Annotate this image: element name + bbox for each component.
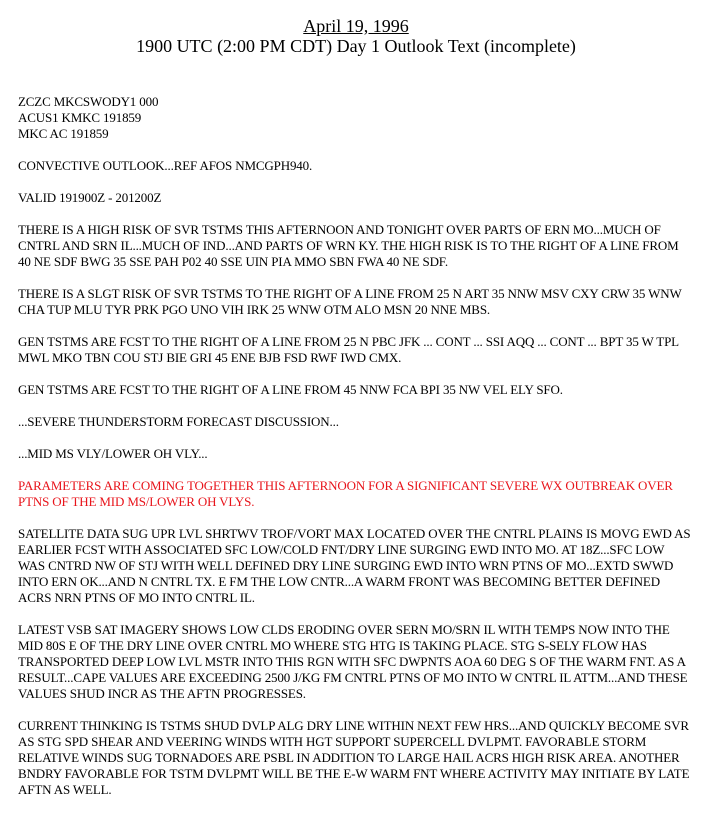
text-line: CHA TUP MLU TYR PRK PGO UNO VIH IRK 25 WNW OTM ALO MSN 20 NNE MBS. (18, 302, 490, 317)
text-line: INTO ERN OK...AND N CNTRL TX. E FM THE LOW CNTR...A WARM FRONT WAS BECOMING BETTER DEFINED (18, 574, 660, 589)
text-line: 40 NE SDF BWG 35 SSE PAH P02 40 SSE UIN PIA MMO SBN FWA 40 NE SDF. (18, 254, 448, 269)
text-line: SATELLITE DATA SUG UPR LVL SHRTWV TROF/VORT MAX LOCATED OVER THE CNTRL PLAINS IS MOVG EWD AS (18, 526, 691, 541)
text-line: PARAMETERS ARE COMING TOGETHER THIS AFTERNOON FOR A SIGNIFICANT SEVERE WX OUTBREAK OVER (18, 478, 673, 493)
text-line: EARLIER FCST WITH ASSOCIATED SFC LOW/COLD FNT/DRY LINE SURGING EWD INTO MO. AT 18Z...SFC LOW (18, 542, 665, 557)
high-risk-paragraph (18, 222, 708, 270)
header-codes-block (18, 94, 708, 142)
text-line: MKC AC 191859 (18, 126, 109, 141)
discussion-heading (18, 414, 708, 430)
latest-vsb-paragraph (18, 622, 708, 702)
outlook-text (18, 94, 708, 814)
text-line: MWL MKO TBN COU STJ BIE GRI 45 ENE BJB FSD RWF IWD CMX. (18, 350, 402, 365)
text-line: BNDRY FAVORABLE FOR TSTM DVLPMT WILL BE THE E-W WARM FNT WHERE ACTIVITY MAY INITIATE BY LATE (18, 766, 690, 781)
text-line: PTNS OF THE MID MS/LOWER OH VLYS. (18, 494, 255, 509)
text-line: MID 80S E OF THE DRY LINE OVER CNTRL MO WHERE STG HTG IS TAKING PLACE. STG S-SELY FLOW HAS (18, 638, 647, 653)
parameters-highlight-paragraph (18, 478, 708, 510)
text-line: AS STG SPD SHEAR AND VEERING WINDS WITH HGT SUPPORT SUPERCELL DVLPMT. FAVORABLE STORM (18, 734, 647, 749)
text-line: AFTN AS WELL. (18, 782, 112, 797)
general-tstms-paragraph-1 (18, 334, 708, 366)
text-line: ...SEVERE THUNDERSTORM FORECAST DISCUSSION... (18, 414, 339, 429)
page-subtitle: 1900 UTC (2:00 PM CDT) Day 1 Outlook Text (incomplete) (136, 36, 576, 56)
text-line: ...MID MS VLY/LOWER OH VLY... (18, 446, 208, 461)
text-line: CONVECTIVE OUTLOOK...REF AFOS NMCGPH940. (18, 158, 313, 173)
text-line: CURRENT THINKING IS TSTMS SHUD DVLP ALG DRY LINE WITHIN NEXT FEW HRS...AND QUICKLY BECOME SVR (18, 718, 689, 733)
valid-time-block (18, 190, 708, 206)
text-line: ACRS NRN PTNS OF MO INTO CNTRL IL. (18, 590, 255, 605)
slight-risk-paragraph (18, 286, 708, 318)
text-line: THERE IS A SLGT RISK OF SVR TSTMS TO THE RIGHT OF A LINE FROM 25 N ART 35 NNW MSV CXY CRW 35 WNW (18, 286, 682, 301)
text-line: GEN TSTMS ARE FCST TO THE RIGHT OF A LINE FROM 45 NNW FCA BPI 35 NW VEL ELY SFO. (18, 382, 563, 397)
current-thinking-paragraph (18, 718, 708, 798)
text-line: VALID 191900Z - 201200Z (18, 190, 162, 205)
satellite-paragraph (18, 526, 708, 606)
text-line: WAS CNTRD NW OF STJ WITH WELL DEFINED DRY LINE SURGING EWD INTO WRN PTNS OF MO...EXTD SWWD (18, 558, 674, 573)
document-page (0, 16, 712, 806)
text-line: GEN TSTMS ARE FCST TO THE RIGHT OF A LINE FROM 25 N PBC JFK ... CONT ... SSI AQQ ... CONT ... BPT 35 W TPL (18, 334, 679, 349)
text-line: THERE IS A HIGH RISK OF SVR TSTMS THIS AFTERNOON AND TONIGHT OVER PARTS OF ERN MO...MUCH OF (18, 222, 661, 237)
text-line: RESULT...CAPE VALUES ARE EXCEEDING 2500 J/KG FM CNTRL PTNS OF MO INTO W CNTRL IL ATTM...AND THESE (18, 670, 688, 685)
text-line: VALUES SHUD INCR AS THE AFTN PROGRESSES. (18, 686, 306, 701)
page-title-date: April 19, 1996 (303, 16, 409, 36)
general-tstms-paragraph-2 (18, 382, 708, 398)
text-line: ACUS1 KMKC 191859 (18, 110, 142, 125)
text-line: LATEST VSB SAT IMAGERY SHOWS LOW CLDS ERODING OVER SERN MO/SRN IL WITH TEMPS NOW INTO THE (18, 622, 670, 637)
region-heading (18, 446, 708, 462)
text-line: RELATIVE WINDS SUG TORNADOES ARE PSBL IN ADDITION TO LARGE HAIL ACRS HIGH RISK AREA. ANOTHER (18, 750, 680, 765)
text-line: ZCZC MKCSWODY1 000 (18, 94, 159, 109)
text-line: TRANSPORTED DEEP LOW LVL MSTR INTO THIS RGN WITH SFC DWPNTS AOA 60 DEG S OF THE WARM FNT. AS A (18, 654, 686, 669)
outlook-ref-block (18, 158, 708, 174)
text-line: CNTRL AND SRN IL...MUCH OF IND...AND PARTS OF WRN KY. THE HIGH RISK IS TO THE RIGHT OF A LINE FROM (18, 238, 679, 253)
document-header (0, 16, 712, 56)
